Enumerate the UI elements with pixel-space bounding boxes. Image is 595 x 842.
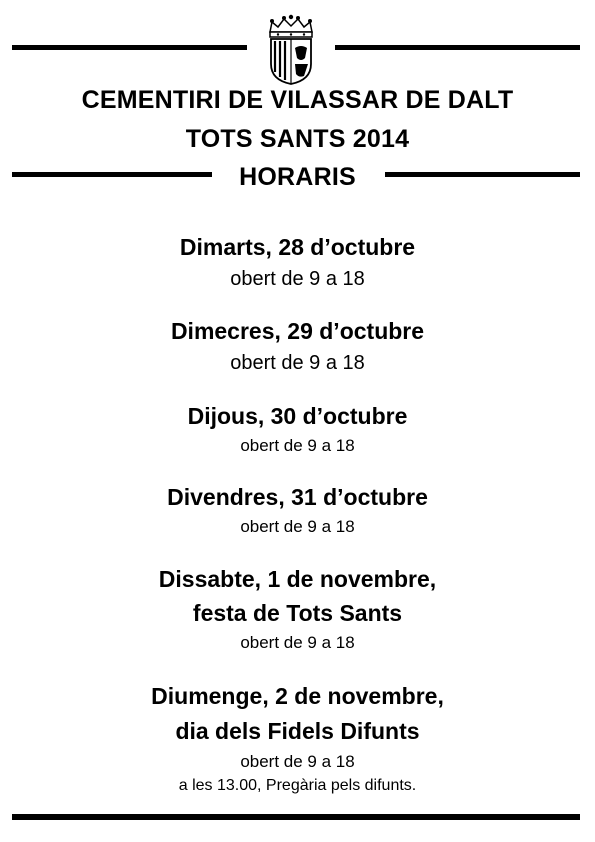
schedule-hours-2: obert de 9 a 18 — [230, 352, 365, 374]
schedule-day-5: Dissabte, 1 de novembre, — [158, 566, 437, 592]
section-heading: HORARIS — [239, 163, 356, 191]
schedule-hours-1: obert de 9 a 18 — [230, 268, 365, 290]
schedule-note-6: a les 13.00, Pregària pels difunts. — [178, 777, 417, 794]
event-subtitle: TOTS SANTS 2014 — [185, 125, 410, 153]
schedule-day-1: Dimarts, 28 d’octubre — [179, 234, 416, 260]
coat-of-arms-icon — [264, 14, 318, 86]
top-left-rule — [12, 45, 247, 50]
schedule-hours-5: obert de 9 a 18 — [240, 633, 355, 652]
cemetery-title: CEMENTIRI DE VILASSAR DE DALT — [81, 86, 514, 114]
schedule-day-2: Dimecres, 29 d’octubre — [170, 318, 425, 344]
schedule-hours-3: obert de 9 a 18 — [240, 436, 355, 455]
schedule-day-4: Divendres, 31 d’octubre — [167, 484, 428, 510]
bottom-rule — [12, 814, 580, 820]
schedule-day-6-line2: dia dels Fidels Difunts — [175, 718, 420, 744]
top-right-rule — [335, 45, 580, 50]
schedule-hours-6: obert de 9 a 18 — [240, 752, 355, 771]
schedule-day-3: Dijous, 30 d’octubre — [187, 403, 408, 429]
schedule-day-6: Diumenge, 2 de novembre, — [151, 683, 444, 709]
schedule-hours-4: obert de 9 a 18 — [240, 517, 355, 536]
schedule-day-5-line2: festa de Tots Sants — [192, 600, 403, 626]
